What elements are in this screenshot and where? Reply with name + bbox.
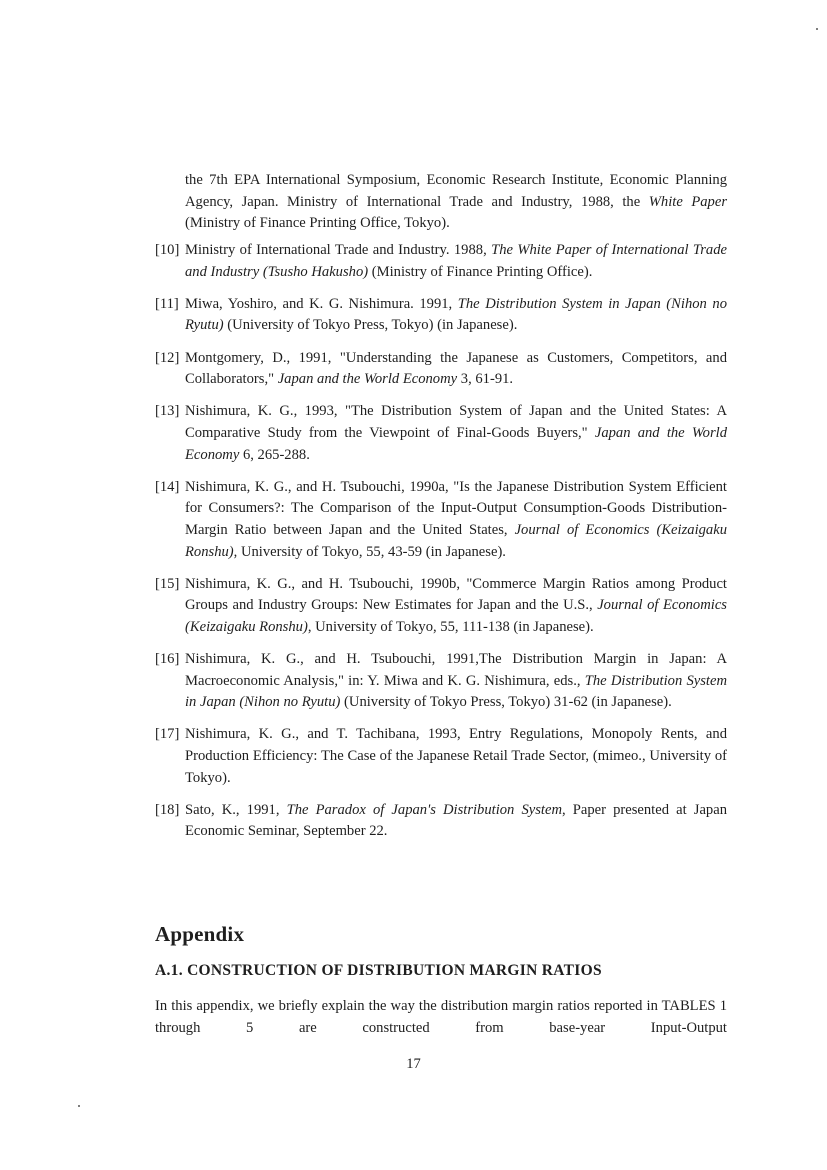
reference-number: [16] xyxy=(155,651,180,668)
reference-item xyxy=(155,649,727,714)
reference-title: The White Paper of International Trade and Industry (Tsusho Hakusho) xyxy=(185,242,727,280)
reference-text-after: 6, 265-288. xyxy=(239,446,310,463)
reference-text-after: 3, 61-91. xyxy=(457,371,514,388)
reference-continuation xyxy=(185,170,727,235)
reference-text-after: (University of Tokyo Press, Tokyo) (in Japanese). xyxy=(223,317,518,334)
reference-title: The Distribution System in Japan (Nihon no Ryutu) xyxy=(185,672,727,711)
reference-text: Ministry of International Trade and Industry. 1988, xyxy=(185,242,492,258)
continuation-text: the 7th EPA International Symposium, Economic Research Institute, Economic Planning Agency, Japan. Ministry of International Trade and Industry, 1988, the xyxy=(185,172,727,210)
continuation-text-after: (Ministry of Finance Printing Office, Tokyo). xyxy=(185,215,450,232)
reference-number: [14] xyxy=(155,478,180,495)
reference-text: Nishimura, K. G., and H. Tsubouchi, 1990a, "Is the Japanese Distribution System Efficient for Consumers?: The Comparison of the Input-Output Consumption-Goods Distribution-Margin Ratio between Japan and the United States, xyxy=(185,478,727,538)
reference-item xyxy=(155,240,727,283)
reference-text-after: , Paper presented at Japan Economic Seminar, September 22. xyxy=(185,801,727,840)
appendix-paragraph: In this appendix, we briefly explain the way the distribution margin ratios reported in TABLES 1 through 5 are constructed from base-year Input-Output xyxy=(155,998,727,1036)
reference-item xyxy=(155,477,727,563)
reference-title: The Distribution System in Japan (Nihon no Ryutu) xyxy=(185,295,727,334)
reference-text: Nishimura, K. G., and T. Tachibana, 1993, Entry Regulations, Monopoly Rents, and Production Efficiency: The Case of the Japanese Retail Trade Sector, (mimeo., University of Tokyo). xyxy=(185,726,727,786)
reference-title: Journal of Economics (Keizaigaku Ronshu) xyxy=(185,521,727,560)
reference-title: Japan and the World Economy xyxy=(185,424,727,463)
reference-item xyxy=(155,724,727,789)
reference-text: Montgomery, D., 1991, "Understanding the Japanese as Customers, Competitors, and Collaborators," xyxy=(185,349,727,388)
scan-speck xyxy=(78,1105,80,1107)
reference-number: [15] xyxy=(155,575,180,592)
appendix-subheading: A.1. CONSTRUCTION OF DISTRIBUTION MARGIN RATIOS xyxy=(155,962,602,979)
reference-text: Miwa, Yoshiro, and K. G. Nishimura. 1991, xyxy=(185,295,458,312)
continuation-italic: White Paper xyxy=(648,193,728,210)
reference-item xyxy=(155,348,727,391)
reference-item xyxy=(155,401,727,466)
reference-number: [13] xyxy=(155,403,180,420)
reference-number: [17] xyxy=(155,726,180,743)
reference-item xyxy=(155,800,727,843)
scan-speck xyxy=(816,28,818,30)
reference-title: Japan and the World Economy xyxy=(277,371,458,388)
reference-number: [10] xyxy=(155,242,180,258)
reference-text: Nishimura, K. G., 1993, "The Distribution System of Japan and the United States: A Comparative Study from the Viewpoint of Final-Goods Buyers," xyxy=(185,403,727,441)
reference-list xyxy=(155,240,727,854)
reference-text: Sato, K., 1991, xyxy=(185,801,287,818)
page-number: 17 xyxy=(406,1056,421,1072)
reference-number: [18] xyxy=(155,801,180,818)
reference-text-after: , University of Tokyo, 55, 43-59 (in Japanese). xyxy=(233,543,506,560)
reference-text: Nishimura, K. G., and H. Tsubouchi, 1991,The Distribution Margin in Japan: A Macroeconomic Analysis," in: Y. Miwa and K. G. Nishimura, eds., xyxy=(185,651,727,689)
reference-title: Journal of Economics (Keizaigaku Ronshu) xyxy=(185,597,727,635)
reference-item xyxy=(155,574,727,639)
reference-text-after: (University of Tokyo Press, Tokyo) 31-62 (in Japanese). xyxy=(340,694,672,711)
reference-item xyxy=(155,294,727,337)
appendix-heading: Appendix xyxy=(155,922,245,946)
reference-text-after: (Ministry of Finance Printing Office). xyxy=(368,263,593,280)
reference-text-after: , University of Tokyo, 55, 111-138 (in Japanese). xyxy=(307,618,594,635)
reference-text: Nishimura, K. G., and H. Tsubouchi, 1990b, "Commerce Margin Ratios among Product Groups and Industry Groups: New Estimates for Japan and the U.S., xyxy=(185,575,727,614)
reference-number: [11] xyxy=(155,295,179,312)
reference-number: [12] xyxy=(155,349,180,366)
reference-title: The Paradox of Japan's Distribution System xyxy=(286,801,562,818)
